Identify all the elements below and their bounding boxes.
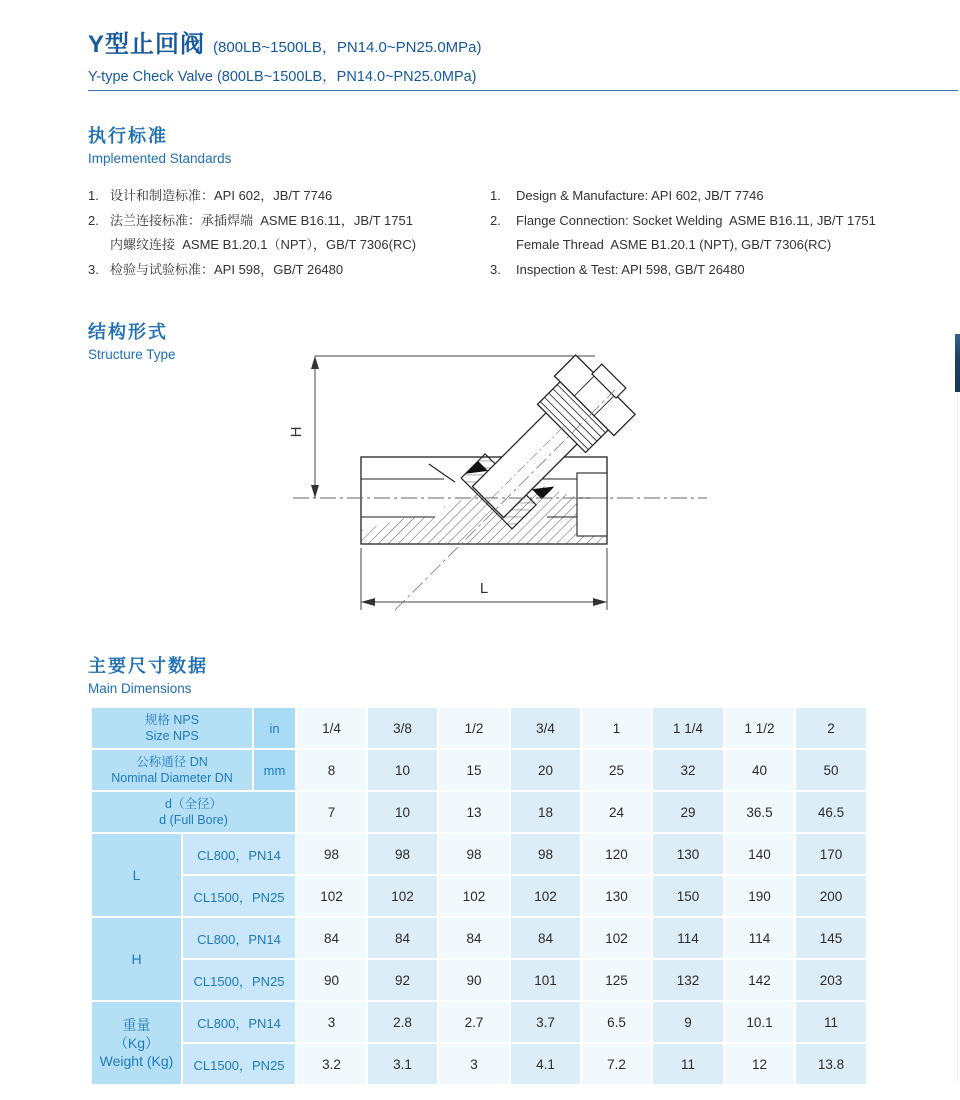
standards-item — [88, 184, 490, 209]
cell-line: 重量 — [122, 1016, 151, 1033]
page-edge-tab — [955, 334, 960, 392]
value-cell: 15 — [438, 749, 510, 791]
value-cell: 142 — [724, 959, 795, 1001]
value-cell: 40 — [724, 749, 795, 791]
standards-item-text: 法兰连接标准：承插焊端 ASME B16.11，JB/T 1751 — [110, 212, 413, 228]
value-cell: 7.2 — [581, 1043, 652, 1085]
value-cell: 114 — [652, 917, 724, 959]
standards-heading-cn: 执行标准 — [88, 126, 168, 146]
value-cell: 24 — [581, 791, 652, 833]
value-cell: 36.5 — [724, 791, 795, 833]
cell-line: d（全径） — [165, 796, 222, 811]
standards-item — [490, 184, 958, 209]
value-cell: 98 — [367, 833, 438, 875]
value-cell: 11 — [652, 1043, 724, 1085]
standards-item-number — [88, 233, 110, 258]
value-cell: 170 — [795, 833, 867, 875]
value-cell: 3.1 — [367, 1043, 438, 1085]
cell-line: 公称通径 DN — [136, 754, 208, 769]
value-cell: 2.8 — [367, 1001, 438, 1043]
standards-item-text: Design & Manufacture: API 602, JB/T 7746 — [516, 188, 764, 203]
value-cell: 50 — [795, 749, 867, 791]
standards-item — [88, 233, 490, 258]
standards-item-text: 内螺纹连接 ASME B1.20.1（NPT），GB/T 7306(RC) — [110, 237, 417, 252]
standards-item — [88, 258, 490, 283]
value-cell: 1 1/4 — [652, 707, 724, 749]
standards-list-english — [490, 184, 958, 282]
value-cell: 145 — [795, 917, 867, 959]
class-rating-cell: CL800，PN14 — [182, 917, 296, 959]
value-cell: 1 1/2 — [724, 707, 795, 749]
value-cell: 84 — [438, 917, 510, 959]
value-cell: 46.5 — [795, 791, 867, 833]
value-cell: 1 — [581, 707, 652, 749]
class-rating-cell: CL1500，PN25 — [182, 875, 296, 917]
standards-item-number: 2. — [490, 212, 501, 228]
value-cell: 114 — [724, 917, 795, 959]
value-cell: 9 — [652, 1001, 724, 1043]
group-header — [91, 833, 182, 917]
page-title — [88, 24, 948, 59]
value-cell: 1/2 — [438, 707, 510, 749]
title-pressure-range: (800LB~1500LB，PN14.0~PN25.0MPa) — [213, 39, 482, 56]
class-rating-cell: CL1500，PN25 — [182, 1043, 296, 1085]
value-cell: 1/4 — [296, 707, 367, 749]
value-cell: 101 — [510, 959, 581, 1001]
value-cell: 3.2 — [296, 1043, 367, 1085]
cell-line: Nominal Diameter DN — [111, 771, 233, 785]
value-cell: 90 — [438, 959, 510, 1001]
dimension-l — [361, 548, 607, 610]
dimension-h-label: H — [288, 426, 305, 438]
cell-line: L — [132, 866, 141, 883]
dimensions-heading-cn: 主要尺寸数据 — [88, 656, 208, 676]
value-cell: 150 — [652, 875, 724, 917]
standards-section — [88, 122, 958, 282]
row-header-full-bore — [91, 791, 296, 833]
value-cell: 8 — [296, 749, 367, 791]
dimensions-table-wrapper — [90, 706, 868, 1086]
value-cell: 90 — [296, 959, 367, 1001]
standards-item-text: Inspection & Test: API 598, GB/T 26480 — [516, 261, 745, 277]
standards-list-chinese — [88, 184, 490, 282]
standards-item-text: 设计和制造标准：API 602，JB/T 7746 — [110, 188, 333, 203]
valve-cross-section-drawing — [283, 312, 713, 632]
value-cell: 7 — [296, 791, 367, 833]
value-cell: 84 — [510, 917, 581, 959]
value-cell: 11 — [795, 1001, 867, 1043]
value-cell: 200 — [795, 875, 867, 917]
value-cell: 10 — [367, 791, 438, 833]
header-divider — [88, 90, 958, 91]
cell-line: d (Full Bore) — [159, 813, 228, 827]
class-rating-cell: CL800，PN14 — [182, 1001, 296, 1043]
standards-item — [490, 258, 958, 283]
value-cell: 102 — [581, 917, 652, 959]
value-cell: 10 — [367, 749, 438, 791]
value-cell: 12 — [724, 1043, 795, 1085]
cell-line: （Kg） — [113, 1034, 160, 1051]
value-cell: 140 — [724, 833, 795, 875]
header — [88, 24, 948, 86]
standards-item-text: 检验与试验标准：API 598，GB/T 26480 — [110, 261, 344, 277]
value-cell: 102 — [510, 875, 581, 917]
class-rating-cell: CL1500，PN25 — [182, 959, 296, 1001]
value-cell: 3.7 — [510, 1001, 581, 1043]
value-cell: 98 — [438, 833, 510, 875]
dimensions-table-body — [91, 707, 867, 1085]
value-cell: 3/8 — [367, 707, 438, 749]
value-cell: 32 — [652, 749, 724, 791]
title-english: Y-type Check Valve (800LB~1500LB，PN14.0~PN25.0MPa) — [88, 69, 477, 85]
standards-item-text: Female Thread ASME B1.20.1 (NPT), GB/T 7306(RC) — [516, 237, 832, 252]
cell-line: Size NPS — [145, 729, 199, 743]
dimensions-section-heading — [88, 652, 208, 696]
title-chinese: Y型止回阀 — [88, 31, 206, 58]
value-cell: 203 — [795, 959, 867, 1001]
value-cell: 3 — [438, 1043, 510, 1085]
value-cell: 4.1 — [510, 1043, 581, 1085]
value-cell: 20 — [510, 749, 581, 791]
cell-line: H — [131, 950, 142, 967]
standards-columns — [88, 184, 958, 282]
structure-heading-en: Structure Type — [88, 347, 176, 362]
value-cell: 29 — [652, 791, 724, 833]
value-cell: 102 — [296, 875, 367, 917]
standards-heading-en: Implemented Standards — [88, 151, 232, 166]
value-cell: 13 — [438, 791, 510, 833]
group-header — [91, 1001, 182, 1085]
value-cell: 13.8 — [795, 1043, 867, 1085]
value-cell: 98 — [510, 833, 581, 875]
value-cell: 190 — [724, 875, 795, 917]
value-cell: 92 — [367, 959, 438, 1001]
cell-line: 规格 NPS — [144, 712, 200, 727]
value-cell: 130 — [581, 875, 652, 917]
value-cell: 18 — [510, 791, 581, 833]
group-header — [91, 917, 182, 1001]
dimension-l-label: L — [479, 580, 489, 597]
unit-cell-mm: mm — [253, 749, 296, 791]
value-cell: 2.7 — [438, 1001, 510, 1043]
dimensions-table — [90, 706, 868, 1086]
value-cell: 130 — [652, 833, 724, 875]
structure-section-heading — [88, 318, 176, 362]
cell-line: Weight (Kg) — [99, 1053, 174, 1070]
value-cell: 84 — [367, 917, 438, 959]
dimensions-heading-en: Main Dimensions — [88, 681, 192, 696]
value-cell: 84 — [296, 917, 367, 959]
unit-cell-in: in — [253, 707, 296, 749]
value-cell: 120 — [581, 833, 652, 875]
standards-item — [490, 233, 958, 258]
standards-item-number: 1. — [490, 188, 501, 203]
value-cell: 132 — [652, 959, 724, 1001]
value-cell: 125 — [581, 959, 652, 1001]
value-cell: 10.1 — [724, 1001, 795, 1043]
standards-item-text: Flange Connection: Socket Welding ASME B16.11, JB/T 1751 — [516, 212, 876, 228]
standards-item-number: 3. — [88, 261, 99, 277]
value-cell: 98 — [296, 833, 367, 875]
value-cell: 25 — [581, 749, 652, 791]
row-header-size-nps — [91, 707, 253, 749]
value-cell: 6.5 — [581, 1001, 652, 1043]
standards-item-number — [490, 233, 516, 258]
standards-item-number: 3. — [490, 261, 501, 277]
structure-heading-cn: 结构形式 — [88, 322, 168, 342]
value-cell: 3 — [296, 1001, 367, 1043]
standards-item — [490, 209, 958, 234]
value-cell: 102 — [367, 875, 438, 917]
value-cell: 3/4 — [510, 707, 581, 749]
class-rating-cell: CL800，PN14 — [182, 833, 296, 875]
standards-item — [88, 209, 490, 234]
row-header-nominal-diameter — [91, 749, 253, 791]
value-cell: 102 — [438, 875, 510, 917]
value-cell: 2 — [795, 707, 867, 749]
page-edge-line — [957, 392, 958, 1082]
standards-item-number: 2. — [88, 212, 99, 228]
standards-item-number: 1. — [88, 188, 99, 203]
